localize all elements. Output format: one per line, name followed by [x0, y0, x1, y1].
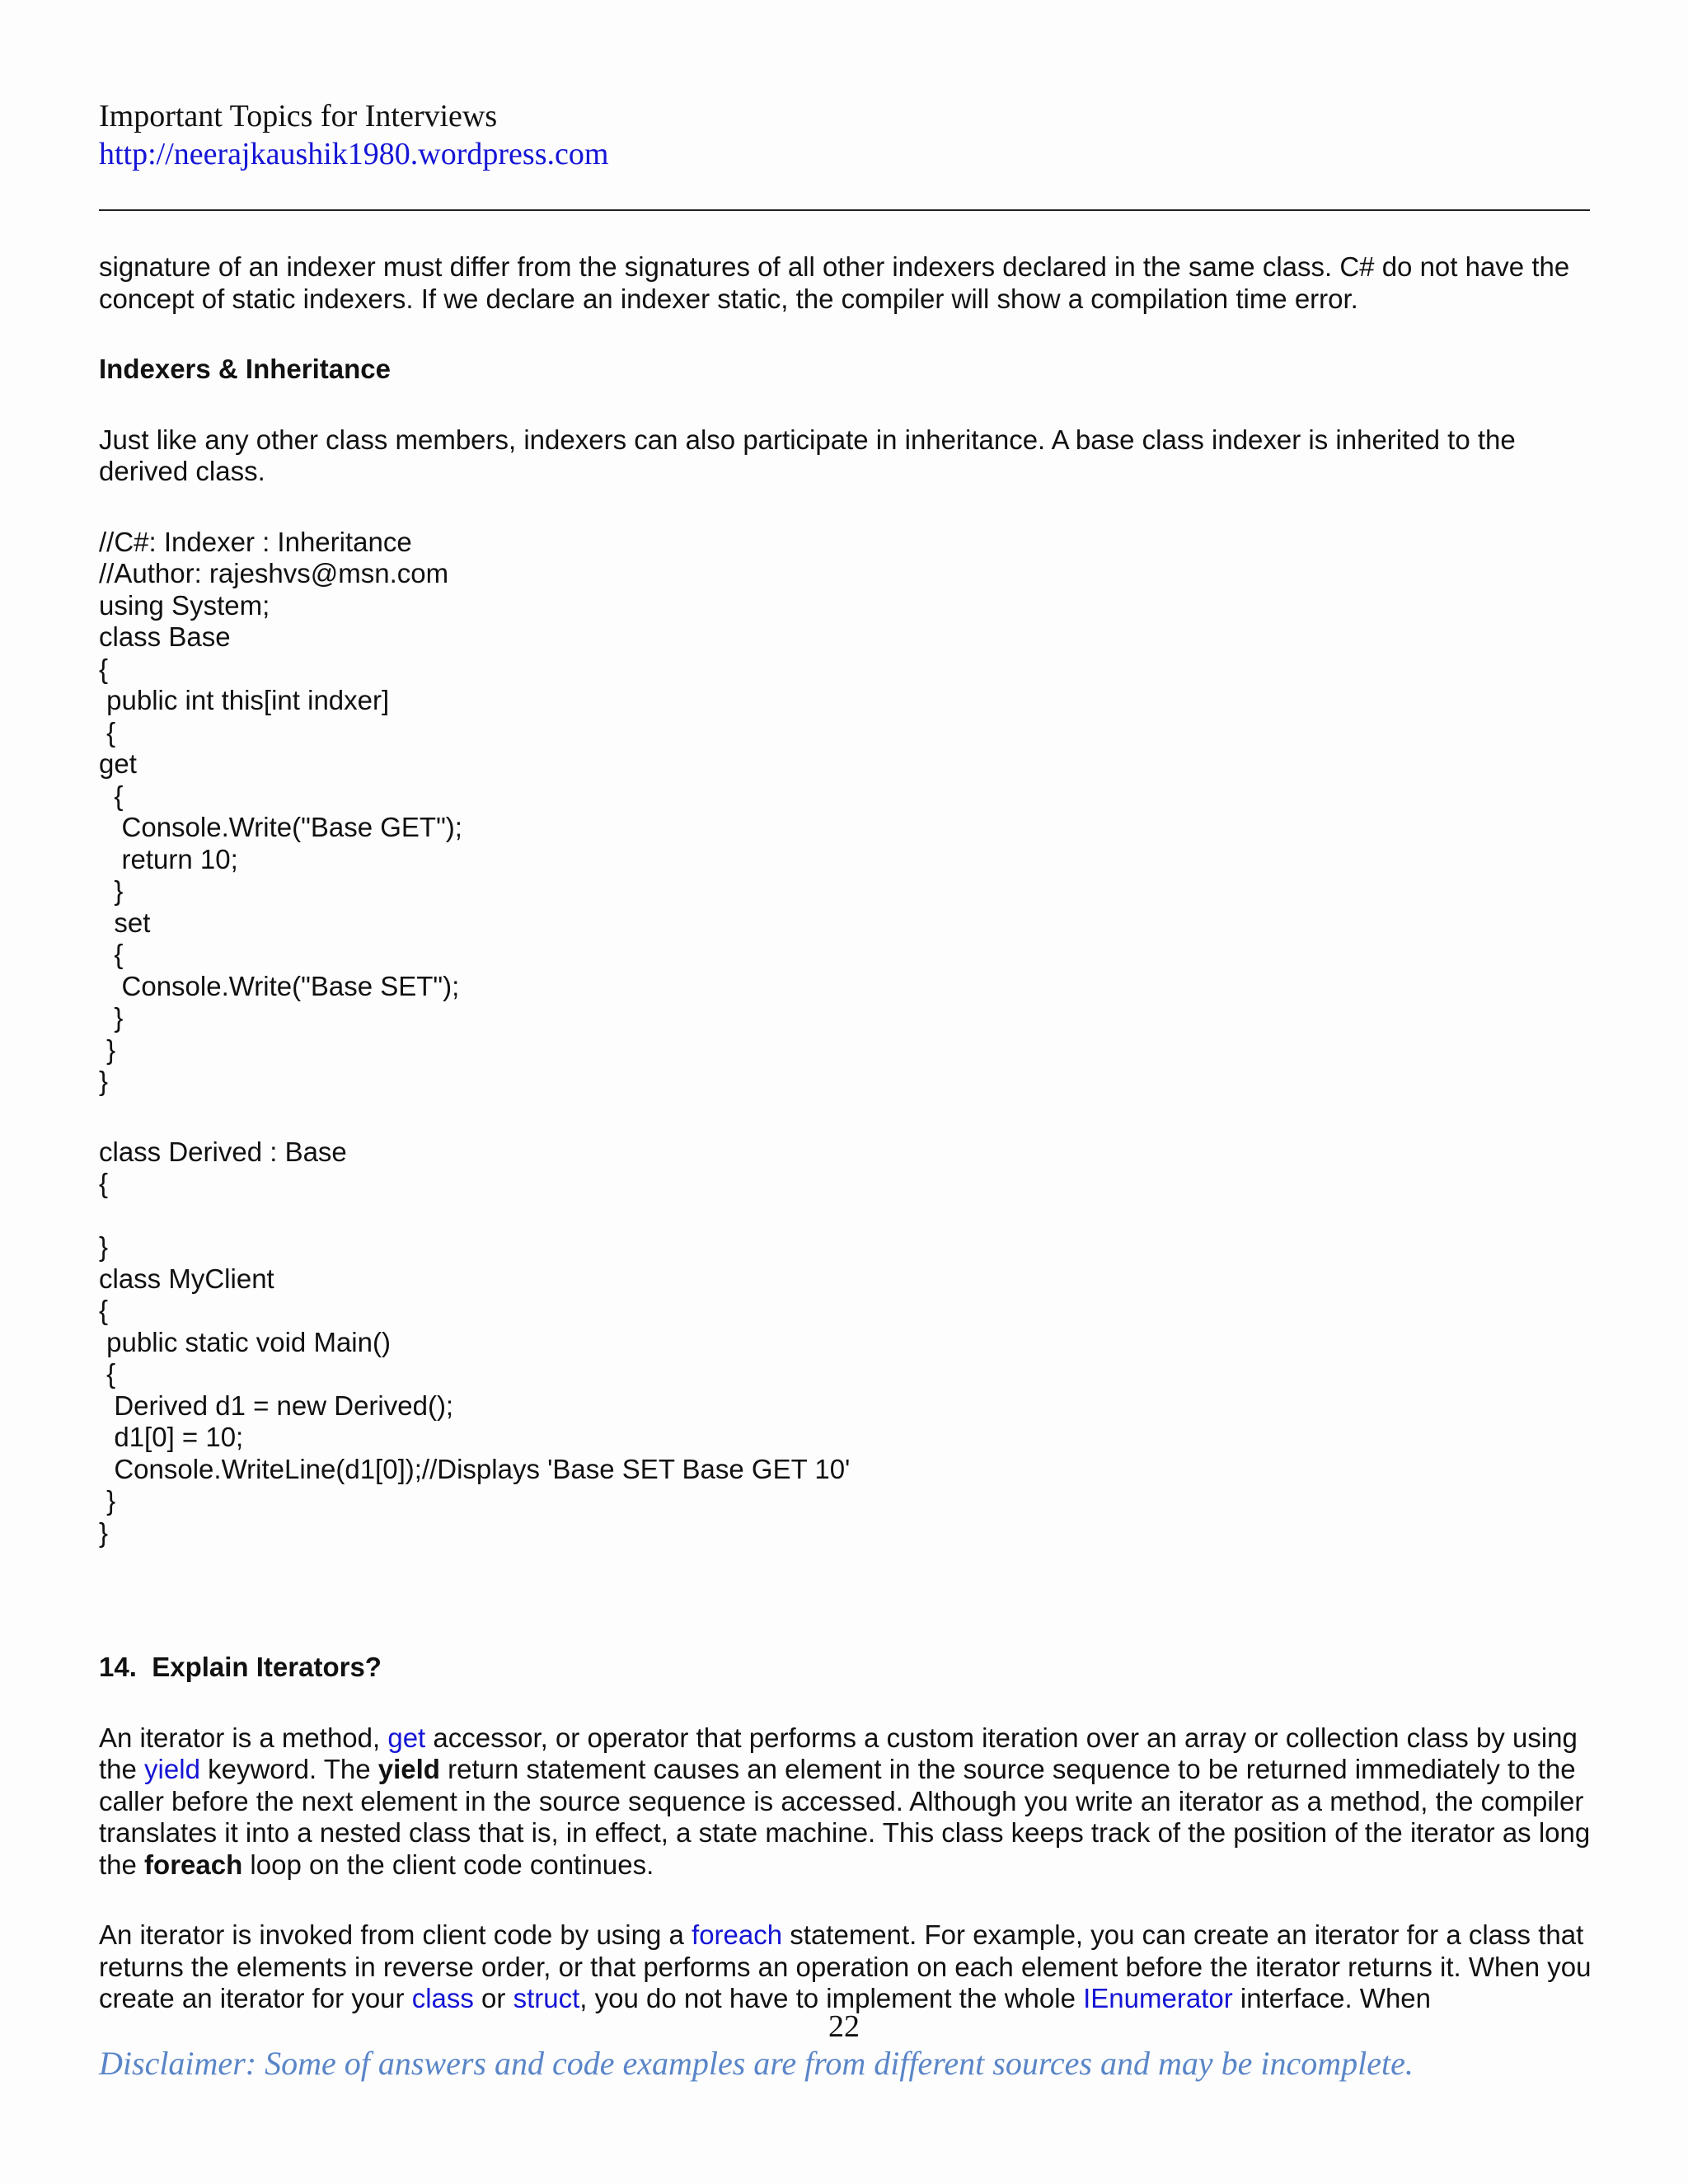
- text-run: interface. When: [1232, 1983, 1431, 2013]
- text-run: accessor, or operator that performs a custom iteration over an array or collection class by using the: [99, 1722, 1578, 1784]
- question-number: 14.: [99, 1652, 137, 1682]
- header-divider: [99, 209, 1590, 211]
- class-keyword-link[interactable]: class: [411, 1983, 474, 2013]
- code-block-derived-client: class Derived : Base { } class MyClient { public static void Main() { Derived d1 = new Derived(); d1[0] = 10; Console.WriteLine(d1[0]);//Displays 'Base SET Base GET 10' } }: [99, 1136, 851, 1548]
- section-heading: Indexers & Inheritance: [99, 354, 391, 384]
- text-run: An iterator is invoked from client code by using a: [99, 1919, 692, 1950]
- ienumerator-keyword-link[interactable]: IEnumerator: [1083, 1983, 1233, 2013]
- foreach-bold: foreach: [144, 1849, 243, 1880]
- page-number: 22: [828, 2009, 860, 2044]
- question-heading: [99, 1652, 1595, 1684]
- text-run: or: [473, 1983, 513, 2013]
- foreach-keyword-link[interactable]: foreach: [692, 1919, 783, 1950]
- yield-keyword-link[interactable]: yield: [144, 1754, 200, 1784]
- text-run: loop on the client code continues.: [242, 1849, 654, 1880]
- page-header: [99, 97, 1591, 173]
- document-body: [99, 251, 1595, 2015]
- text-run: statement. For example, you can create an iterator for a class that returns the elements in reverse order, or that performs an operation on each element before the iterator returns it. When you create an iterator for your: [99, 1919, 1592, 2013]
- question-title: Explain Iterators?: [152, 1652, 382, 1682]
- intro-paragraph: signature of an indexer must differ from the signatures of all other indexers declared in the same class. C# do not have the concept of static indexers. If we declare an indexer static, the compiler will show a compilation time error.: [99, 251, 1570, 314]
- iterator-paragraph-1: [99, 1722, 1595, 1882]
- header-url-link[interactable]: http://neerajkaushik1980.wordpress.com: [99, 137, 609, 171]
- yield-bold: yield: [377, 1754, 440, 1784]
- struct-keyword-link[interactable]: struct: [513, 1983, 580, 2013]
- text-run: , you do not have to implement the whole: [579, 1983, 1084, 2013]
- get-keyword-link[interactable]: get: [387, 1722, 426, 1753]
- text-run: return statement causes an element in the source sequence to be returned immediately to the caller before the next element in the source sequence is accessed. Although you write an iterator as a method, the compiler translates it into a nested class that is, in effect, a state machine. This class keeps track of the position of the iterator as long the: [99, 1754, 1591, 1880]
- section-paragraph: Just like any other class members, indexers can also participate in inheritance. A base class indexer is inherited to the derived class.: [99, 424, 1516, 486]
- header-title: Important Topics for Interviews: [99, 99, 498, 134]
- text-run: keyword. The: [199, 1754, 378, 1784]
- disclaimer-text: Disclaimer: Some of answers and code examples are from different sources and may be incomplete.: [99, 2045, 1414, 2082]
- text-run: An iterator is a method,: [99, 1722, 388, 1753]
- code-block-base-class: //C#: Indexer : Inheritance //Author: rajeshvs@msn.com using System; class Base { public int this[int indxer] { get { Console.Write("Base GET"); return 10; } set { Console.Write("Base SET"); } } }: [99, 526, 462, 1096]
- iterator-paragraph-2: [99, 1919, 1595, 2015]
